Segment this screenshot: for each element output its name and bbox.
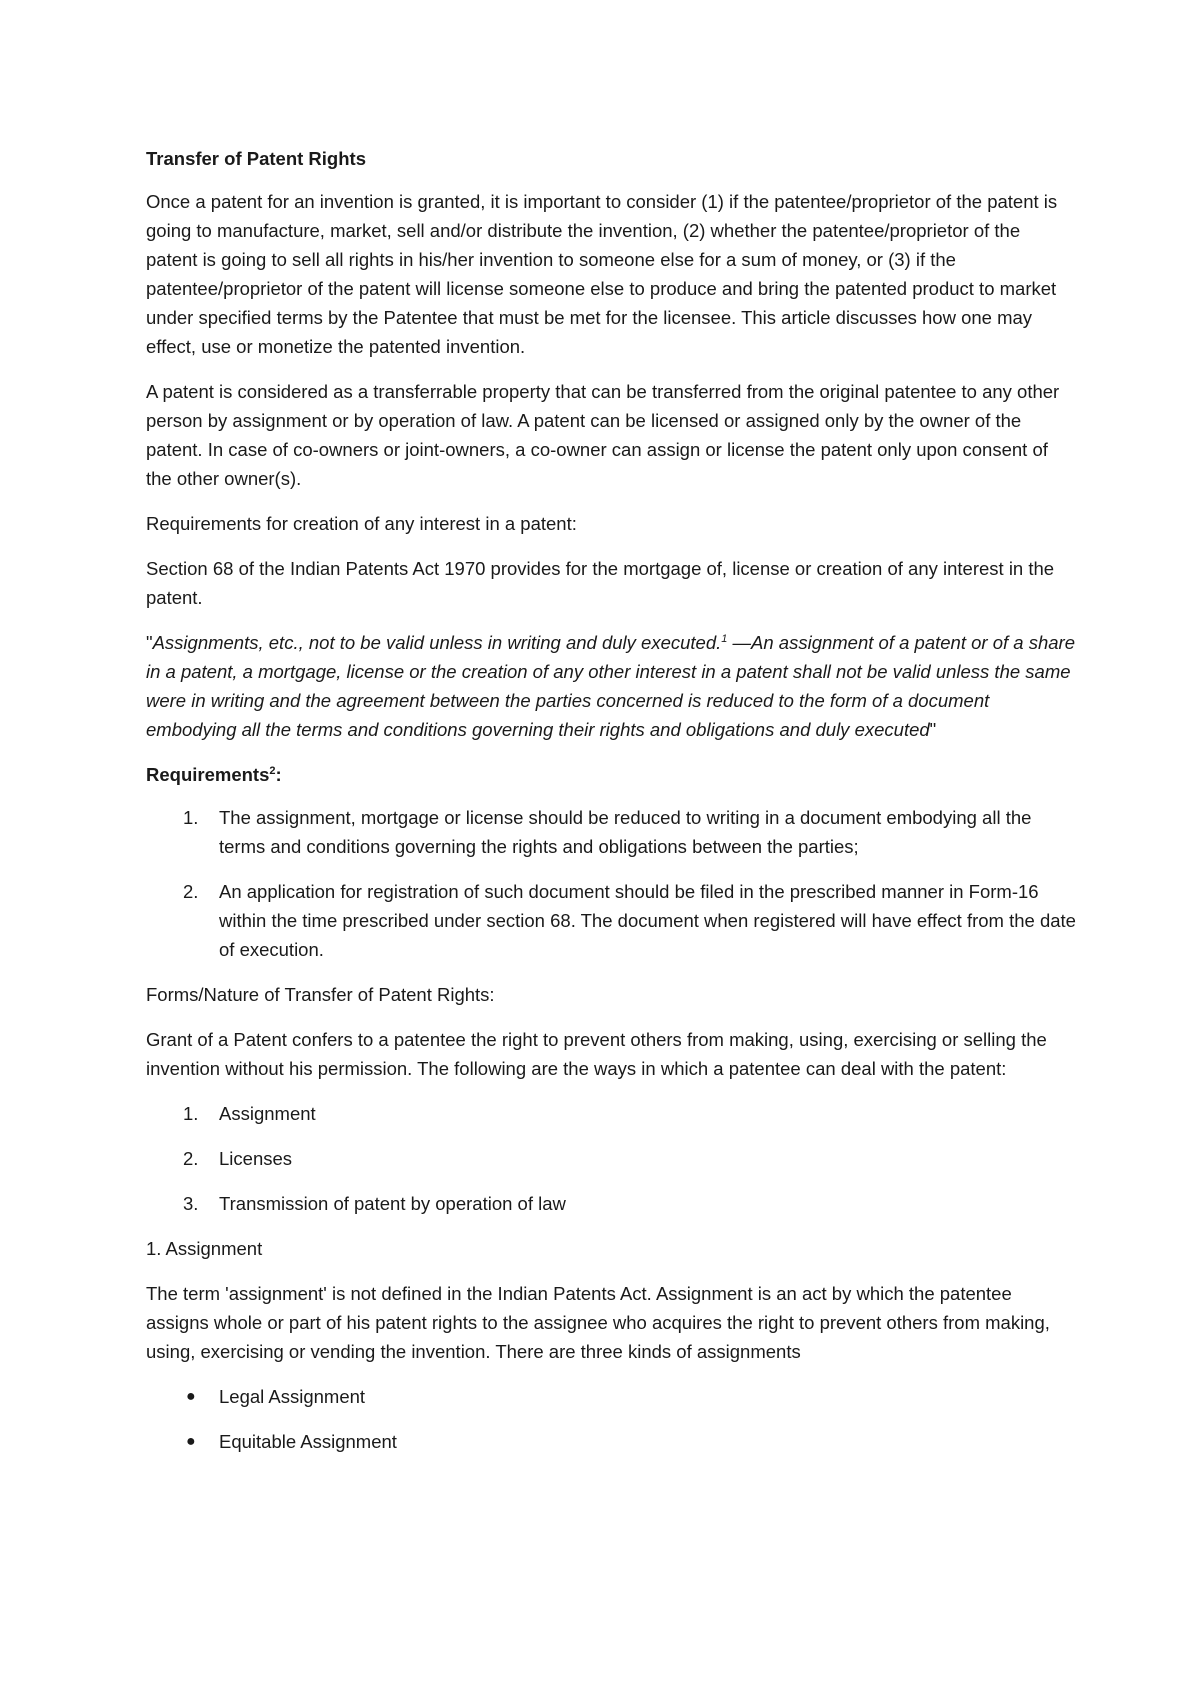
footnote-ref-1[interactable]: 1 (721, 632, 728, 645)
section-68-paragraph: Section 68 of the Indian Patents Act 1970 provides for the mortgage of, license or creation of any interest in the patent. (146, 558, 1055, 608)
intro-paragraph: Once a patent for an invention is granted, it is important to consider (1) if the patentee/proprietor of the patent is going to manufacture, market, sell and/or distribute the invention, (2) whether the patentee/proprietor of the patent is going to sell all rights in his/her invention to someone else for a sum of money, or (3) if the patentee/proprietor of the patent will license someone else to produce and bring the patented product to market under specified terms by the Patentee that must be met for the licensee. This article discusses how one may effect, use or monetize the patented invention. (146, 191, 1058, 357)
forms-heading: Forms/Nature of Transfer of Patent Rights: (146, 984, 495, 1005)
document-title: Transfer of Patent Rights (146, 148, 366, 169)
requirements-creation-heading: Requirements for creation of any interest in a patent: (146, 513, 577, 534)
requirements-heading-colon: : (275, 764, 282, 785)
ways-list (146, 1099, 1076, 1218)
list-item (146, 877, 1076, 964)
grant-paragraph: Grant of a Patent confers to a patentee the right to prevent others from making, using, exercising or selling the invention without his permission. The following are the ways in which a patentee can deal with the patent: (146, 1029, 1047, 1079)
list-item-text: Equitable Assignment (219, 1431, 397, 1452)
list-number: 3. (183, 1193, 199, 1214)
list-number: 2. (183, 1148, 199, 1169)
footnote-ref-2[interactable]: 2 (269, 764, 276, 777)
transferable-property-paragraph: A patent is considered as a transferrable property that can be transferred from the original patentee to any other person by assignment or by operation of law. A patent can be licensed or assigned only by the owner of the patent. In case of co-owners or joint-owners, a co-owner can assign or license the patent only upon consent of the other owner(s). (146, 381, 1060, 489)
quote-heading-text: Assignments, etc., not to be valid unless in writing and duly executed. (152, 632, 722, 653)
requirements-list (146, 803, 1076, 964)
list-item-text: The assignment, mortgage or license should be reduced to writing in a document embodying all the terms and conditions governing the rights and obligations between the parties; (219, 807, 1032, 857)
requirements-heading (146, 760, 1076, 789)
bullet-icon: ● (186, 1433, 196, 1450)
list-number: 2. (183, 881, 199, 902)
bullet-icon: ● (186, 1388, 196, 1405)
section-68-quote (146, 628, 1076, 744)
list-item (146, 1099, 1076, 1128)
list-item-text: An application for registration of such document should be filed in the prescribed manner in Form-16 within the time prescribed under section 68. The document when registered will have effect from the date of execution. (219, 881, 1076, 960)
list-item-text: Licenses (219, 1148, 293, 1169)
assignment-heading: 1. Assignment (146, 1238, 263, 1259)
document-page (146, 144, 1076, 1472)
list-item-text: Legal Assignment (219, 1386, 366, 1407)
list-item-text: Transmission of patent by operation of law (219, 1193, 566, 1214)
list-item (146, 1144, 1076, 1173)
quote-close-mark: " (929, 719, 937, 740)
quote-body-text: —An assignment of a patent or of a share in a patent, a mortgage, license or the creation of any other interest in a patent shall not be valid unless the same were in writing and the agreement between the parties concerned is reduced to the form of a document embodying all the terms and conditions governing their rights and obligations and duly executed (146, 632, 1075, 740)
quote-open-mark: " (146, 632, 153, 653)
list-item (146, 803, 1076, 861)
list-item-text: Assignment (219, 1103, 316, 1124)
list-item (146, 1189, 1076, 1218)
list-item (146, 1382, 1076, 1411)
requirements-heading-text: Requirements (146, 764, 270, 785)
assignment-paragraph: The term 'assignment' is not defined in the Indian Patents Act. Assignment is an act by which the patentee assigns whole or part of his patent rights to the assignee who acquires the right to prevent others from making, using, exercising or vending the invention. There are three kinds of assignments (146, 1283, 1050, 1362)
list-number: 1. (183, 1103, 199, 1124)
assignment-kinds-list (146, 1382, 1076, 1456)
list-number: 1. (183, 807, 199, 828)
list-item (146, 1427, 1076, 1456)
